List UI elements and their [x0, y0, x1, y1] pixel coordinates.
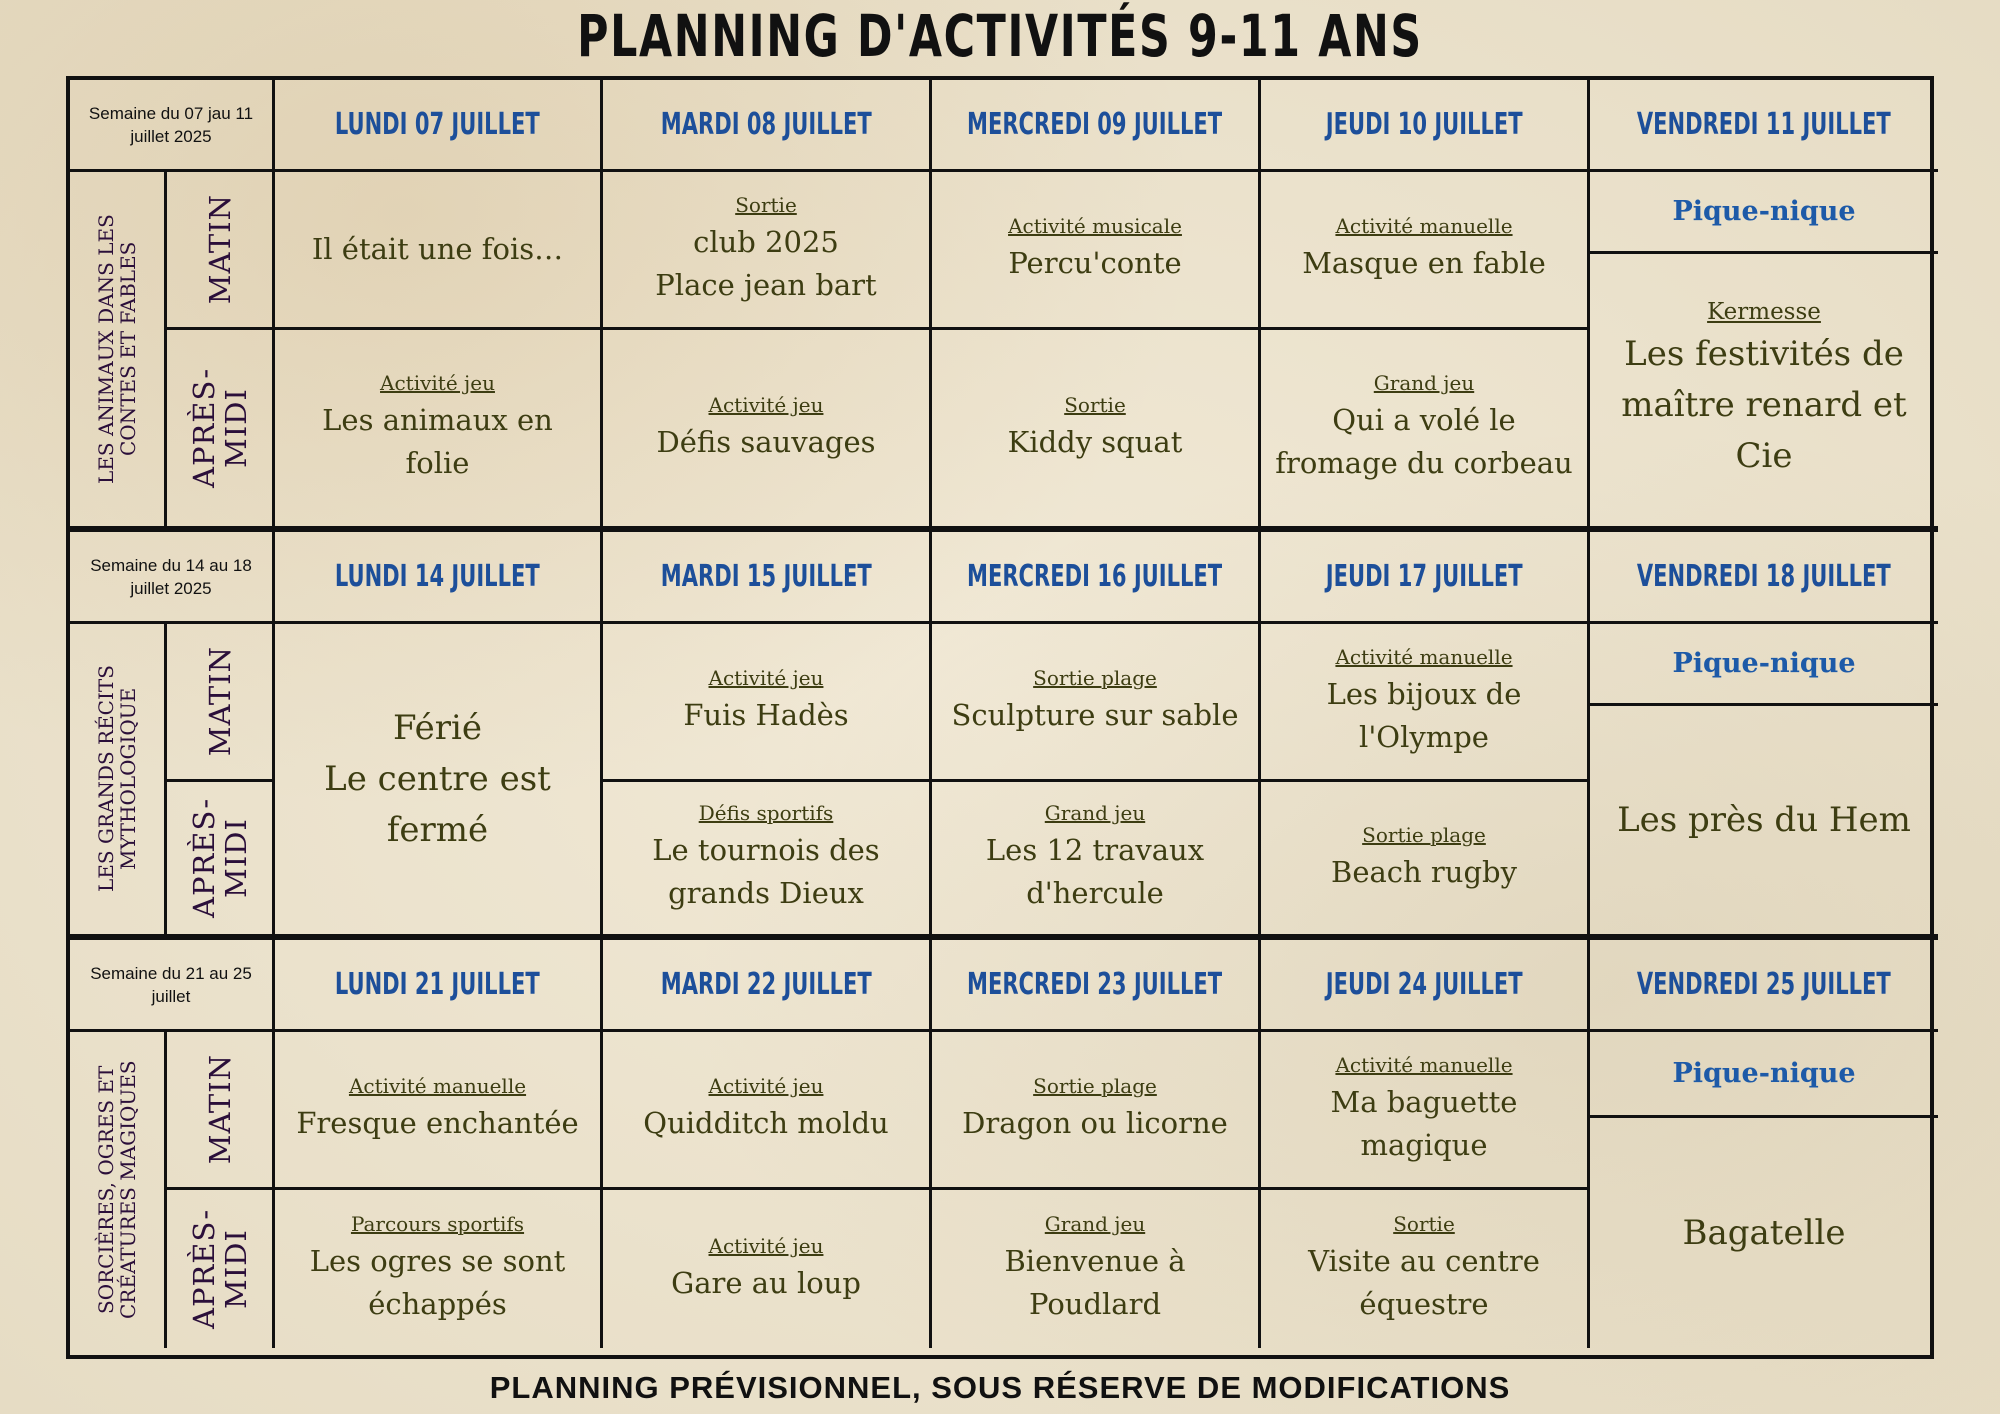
schedule-grid	[66, 76, 1934, 1359]
picnic-box	[1590, 624, 1938, 706]
day-header	[932, 80, 1261, 172]
friday-activity	[1603, 706, 1925, 934]
activity-cell	[932, 1190, 1261, 1348]
activity-cell	[932, 330, 1261, 532]
day-label: MERCREDI 09 JUILLET	[967, 107, 1223, 142]
day-header	[1590, 532, 1938, 624]
friday-cell	[1590, 172, 1938, 532]
activity-category: Activité manuelle	[1335, 1052, 1513, 1077]
activity-category: Défis sportifs	[698, 801, 834, 825]
activity-cell	[1261, 1032, 1590, 1190]
activity-category: Sortie	[735, 192, 797, 217]
slot-label: MATIN	[202, 194, 237, 305]
theme-label: LES GRANDS RÉCITS MYTHOLOGIQUE	[94, 665, 140, 893]
day-label: MERCREDI 23 JUILLET	[967, 967, 1223, 1002]
day-header	[932, 532, 1261, 624]
activity-text: club 2025 Place jean bart	[655, 224, 877, 302]
picnic-label: Pique-nique	[1672, 1058, 1856, 1089]
day-header	[275, 532, 603, 624]
activity-category: Activité manuelle	[1335, 214, 1513, 238]
activity-category: Kermesse	[1707, 298, 1821, 325]
activity-text: Percu'conte	[1008, 246, 1182, 280]
day-header	[1261, 940, 1590, 1032]
slot-afternoon	[167, 1190, 275, 1348]
day-label: JEUDI 17 JUILLET	[1325, 559, 1523, 594]
day-label: VENDREDI 18 JUILLET	[1637, 559, 1891, 594]
footer-disclaimer: PLANNING PRÉVISIONNEL, SOUS RÉSERVE DE MODIFICATIONS	[489, 1370, 1511, 1405]
activity-text: Les 12 travaux d'hercule	[985, 833, 1205, 910]
theme-label: SORCIÈRES, OGRES ET CRÉATURES MAGIQUES	[94, 1060, 140, 1320]
friday-cell	[1590, 624, 1938, 940]
activity-text: Gare au loup	[671, 1265, 861, 1300]
slot-morning	[167, 1032, 275, 1190]
slot-label: MATIN	[202, 646, 237, 757]
activity-cell	[275, 1190, 603, 1348]
activity-category: Activité jeu	[708, 666, 824, 690]
activity-category: Sortie plage	[1033, 666, 1157, 690]
activity-cell	[603, 172, 932, 330]
activity-category: Sortie	[1393, 1212, 1455, 1236]
holiday-text: Férié Le centre est fermé	[324, 707, 551, 850]
activity-cell	[603, 782, 932, 940]
day-label: MARDI 22 JUILLET	[660, 967, 872, 1002]
activity-text: Fresque enchantée	[296, 1106, 579, 1140]
activity-cell	[1261, 624, 1590, 782]
activity-text: Sculpture sur sable	[951, 698, 1239, 732]
slot-afternoon	[167, 782, 275, 940]
activity-category: Sortie plage	[1362, 822, 1486, 847]
page-title: PLANNING D'ACTIVITÉS 9-11 ANS	[577, 2, 1423, 70]
activity-category: Sortie	[1064, 392, 1126, 417]
activity-category: Activité musicale	[1008, 214, 1182, 238]
activity-cell	[275, 1032, 603, 1190]
day-label: JEUDI 24 JUILLET	[1325, 967, 1523, 1002]
slot-afternoon	[167, 330, 275, 532]
activity-cell	[603, 1032, 932, 1190]
day-header	[275, 940, 603, 1032]
day-header	[603, 80, 932, 172]
slot-morning	[167, 624, 275, 782]
activity-text: Visite au centre équestre	[1308, 1244, 1540, 1321]
day-label: LUNDI 21 JUILLET	[335, 967, 540, 1002]
activity-text: Bienvenue à Poudlard	[1004, 1244, 1186, 1321]
activity-cell	[275, 330, 603, 532]
activity-text: Les bijoux de l'Olympe	[1326, 676, 1522, 754]
week-label-text: Semaine du 07 jau 11 juillet 2025	[88, 103, 254, 146]
activity-cell	[1261, 172, 1590, 330]
activity-text: Les ogres se sont échappés	[309, 1244, 566, 1321]
activity-cell	[275, 172, 603, 330]
activity-cell	[1261, 782, 1590, 940]
activity-text: Kiddy squat	[1007, 424, 1183, 459]
activity-text: Beach rugby	[1331, 854, 1517, 889]
week-theme	[70, 172, 167, 532]
activity-text: Quidditch moldu	[643, 1106, 889, 1140]
activity-text: Le tournois des grands Dieux	[652, 833, 880, 910]
activity-text: Défis sauvages	[656, 424, 876, 459]
day-header	[1261, 532, 1590, 624]
day-label: MARDI 08 JUILLET	[660, 107, 872, 142]
activity-cell	[932, 172, 1261, 330]
activity-category: Grand jeu	[1044, 801, 1146, 825]
day-label: JEUDI 10 JUILLET	[1325, 107, 1523, 142]
week-label-text: Semaine du 14 au 18 juillet 2025	[90, 555, 252, 598]
day-label: MARDI 15 JUILLET	[660, 559, 872, 594]
activity-cell	[932, 624, 1261, 782]
slot-label: APRÈS-MIDI	[186, 797, 253, 919]
week-label-text: Semaine du 21 au 25 juillet	[90, 963, 252, 1006]
picnic-label: Pique-nique	[1672, 196, 1856, 227]
day-label: LUNDI 07 JUILLET	[335, 107, 540, 142]
activity-text: Qui a volé le fromage du corbeau	[1275, 403, 1573, 480]
activity-text: Les près du Hem	[1617, 799, 1911, 840]
activity-cell	[932, 782, 1261, 940]
activity-category: Sortie plage	[1033, 1074, 1157, 1098]
week-theme	[70, 1032, 167, 1348]
day-label: MERCREDI 16 JUILLET	[967, 559, 1223, 594]
slot-morning	[167, 172, 275, 330]
day-header	[1590, 940, 1938, 1032]
picnic-label: Pique-nique	[1672, 648, 1856, 679]
activity-text: Fuis Hadès	[683, 698, 849, 732]
picnic-box	[1590, 1032, 1938, 1118]
day-header	[603, 940, 932, 1032]
week-theme	[70, 624, 167, 940]
friday-cell	[1590, 1032, 1938, 1348]
activity-cell	[603, 624, 932, 782]
activity-category: Parcours sportifs	[350, 1212, 525, 1236]
activity-text: Bagatelle	[1682, 1212, 1846, 1253]
activity-text: Masque en fable	[1302, 246, 1546, 280]
week-label	[70, 940, 275, 1032]
friday-activity	[1590, 254, 1938, 526]
slot-label: APRÈS-MIDI	[186, 367, 253, 489]
holiday-cell	[275, 624, 603, 940]
day-label: LUNDI 14 JUILLET	[335, 559, 540, 594]
activity-cell	[932, 1032, 1261, 1190]
week-label	[70, 532, 275, 624]
day-label: VENDREDI 25 JUILLET	[1637, 967, 1891, 1002]
activity-category: Activité jeu	[708, 392, 824, 417]
activity-cell	[1261, 330, 1590, 532]
day-header	[275, 80, 603, 172]
picnic-box	[1590, 172, 1938, 254]
day-header	[1590, 80, 1938, 172]
activity-category: Grand jeu	[1373, 371, 1475, 395]
day-header	[603, 532, 932, 624]
activity-cell	[1261, 1190, 1590, 1348]
activity-cell	[603, 1190, 932, 1348]
activity-category: Activité jeu	[708, 1074, 824, 1098]
activity-text: Dragon ou licorne	[962, 1106, 1228, 1140]
activity-category: Activité manuelle	[1335, 644, 1513, 669]
day-header	[1261, 80, 1590, 172]
week-label	[70, 80, 275, 172]
activity-category: Grand jeu	[1044, 1212, 1146, 1236]
day-label: VENDREDI 11 JUILLET	[1637, 107, 1891, 142]
activity-text: Ma baguette magique	[1330, 1084, 1518, 1162]
activity-category: Activité manuelle	[348, 1074, 527, 1098]
slot-label: MATIN	[202, 1054, 237, 1165]
slot-label: APRÈS-MIDI	[186, 1208, 253, 1330]
activity-category: Activité jeu	[708, 1233, 824, 1258]
friday-activity	[1669, 1118, 1860, 1348]
theme-label: LES ANIMAUX DANS LES CONTES ET FABLES	[94, 214, 140, 484]
day-header	[932, 940, 1261, 1032]
activity-text: Les animaux en folie	[322, 403, 553, 480]
activity-cell	[603, 330, 932, 532]
activity-text: Les festivités de maître renard et Cie	[1621, 333, 1907, 476]
activity-category: Activité jeu	[380, 371, 495, 395]
activity-text: Il était une fois…	[311, 232, 564, 266]
